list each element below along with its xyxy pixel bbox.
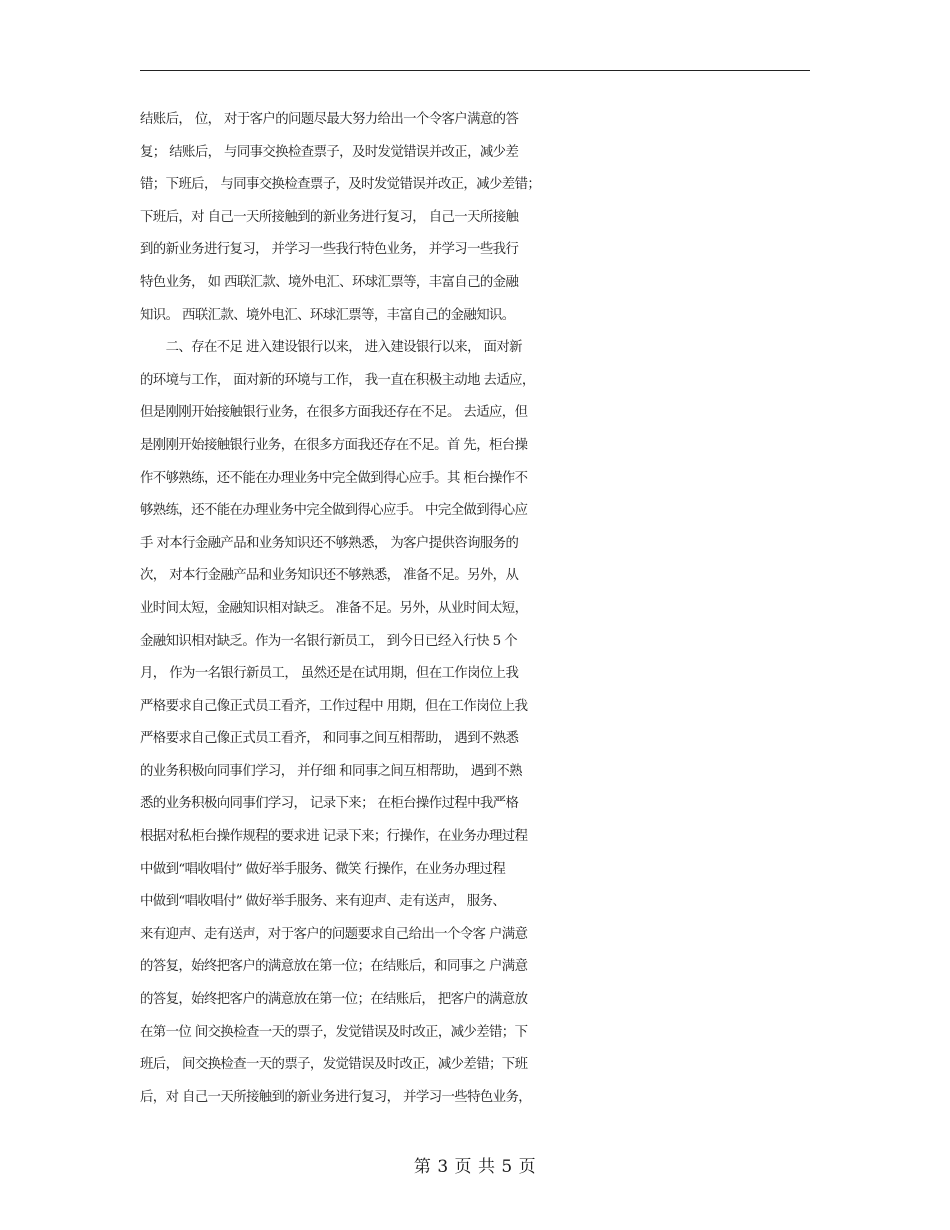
text-line: 根据对私柜台操作规程的要求进 记录下来；行操作，在业务办理过程 (140, 829, 528, 845)
text-line: 在第一位 间交换检查一天的票子，发觉错误及时改正，减少差错；下 (140, 1024, 528, 1040)
text-line: 班后， 间交换检查一天的票子，发觉错误及时改正，减少差错；下班 (140, 1057, 528, 1073)
text-line: 的答复，始终把客户的满意放在第一位；在结账后， 把客户的满意放 (140, 992, 528, 1008)
text-line: 的环境与工作， 面对新的环境与工作， 我一直在积极主动地 去适应， (140, 372, 535, 388)
text-line: 中做到“唱收唱付” 做好举手服务、微笑 行操作，在业务办理过程 (140, 861, 506, 877)
text-line: 的业务积极向同事们学习， 并仔细 和同事之间互相帮助， 遇到不熟 (140, 763, 522, 779)
text-line: 次， 对本行金融产品和业务知识还不够熟悉， 准备不足。另外，从 (140, 568, 519, 584)
text-line: 复； 结账后， 与同事交换检查票子，及时发觉错误并改正，减少差 (140, 144, 519, 160)
text-line: 错；下班后， 与同事交换检查票子，及时发觉错误并改正，减少差错； (140, 177, 541, 193)
text-line: 下班后，对 自己一天所接触到的新业务进行复习， 自己一天所接触 (140, 209, 519, 225)
text-line: 严格要求自己像正式员工看齐，工作过程中 用期，但在工作岗位上我 (140, 698, 528, 714)
text-line: 悉的业务积极向同事们学习， 记录下来； 在柜台操作过程中我严格 (140, 796, 519, 812)
text-line: 二、存在不足 进入建设银行以来， 进入建设银行以来， 面对新 (140, 340, 522, 356)
text-line: 业时间太短，金融知识相对缺乏。 准备不足。另外，从业时间太短， (140, 600, 528, 616)
text-line: 金融知识相对缺乏。作为一名银行新员工， 到今日已经入行快 5 个 (140, 633, 518, 649)
text-line: 中做到“唱收唱付” 做好举手服务、来有迎声、走有送声， 服务、 (140, 894, 506, 910)
body-text (140, 104, 820, 1114)
text-line: 结账后， 位， 对于客户的问题尽最大努力给出一个令客户满意的答 (140, 112, 519, 127)
text-line: 到的新业务进行复习， 并学习一些我行特色业务， 并学习一些我行 (140, 242, 519, 258)
text-line: 知识。 西联汇款、境外电汇、环球汇票等，丰富自己的金融知识。 (140, 307, 515, 323)
text-line: 够熟练，还不能在办理业务中完全做到得心应手。 中完全做到得心应 (140, 503, 528, 519)
text-line: 后，对 自己一天所接触到的新业务进行复习， 并学习一些特色业务， (140, 1089, 532, 1105)
text-line: 来有迎声、走有送声，对于客户的问题要求自己给出一个令客 户满意 (140, 926, 528, 942)
text-line: 作不够熟练，还不能在办理业务中完全做到得心应手。其 柜台操作不 (140, 470, 528, 486)
page-number-footer: 第 3 页 共 5 页 (413, 1157, 537, 1177)
text-line: 特色业务， 如 西联汇款、境外电汇、环球汇票等，丰富自己的金融 (140, 274, 519, 290)
text-line: 月， 作为一名银行新员工， 虽然还是在试用期，但在工作岗位上我 (140, 666, 519, 682)
text-line: 的答复，始终把客户的满意放在第一位；在结账后，和同事之 户满意 (140, 959, 528, 975)
header-rule (140, 70, 810, 71)
text-line: 但是刚刚开始接触银行业务，在很多方面我还存在不足。 去适应，但 (140, 405, 528, 421)
text-line: 手 对本行金融产品和业务知识还不够熟悉， 为客户提供咨询服务的 (140, 535, 519, 551)
text-line: 是刚刚开始接触银行业务，在很多方面我还存在不足。首 先，柜台操 (140, 437, 528, 453)
text-line: 严格要求自己像正式员工看齐， 和同事之间互相帮助， 遇到不熟悉 (140, 731, 519, 747)
